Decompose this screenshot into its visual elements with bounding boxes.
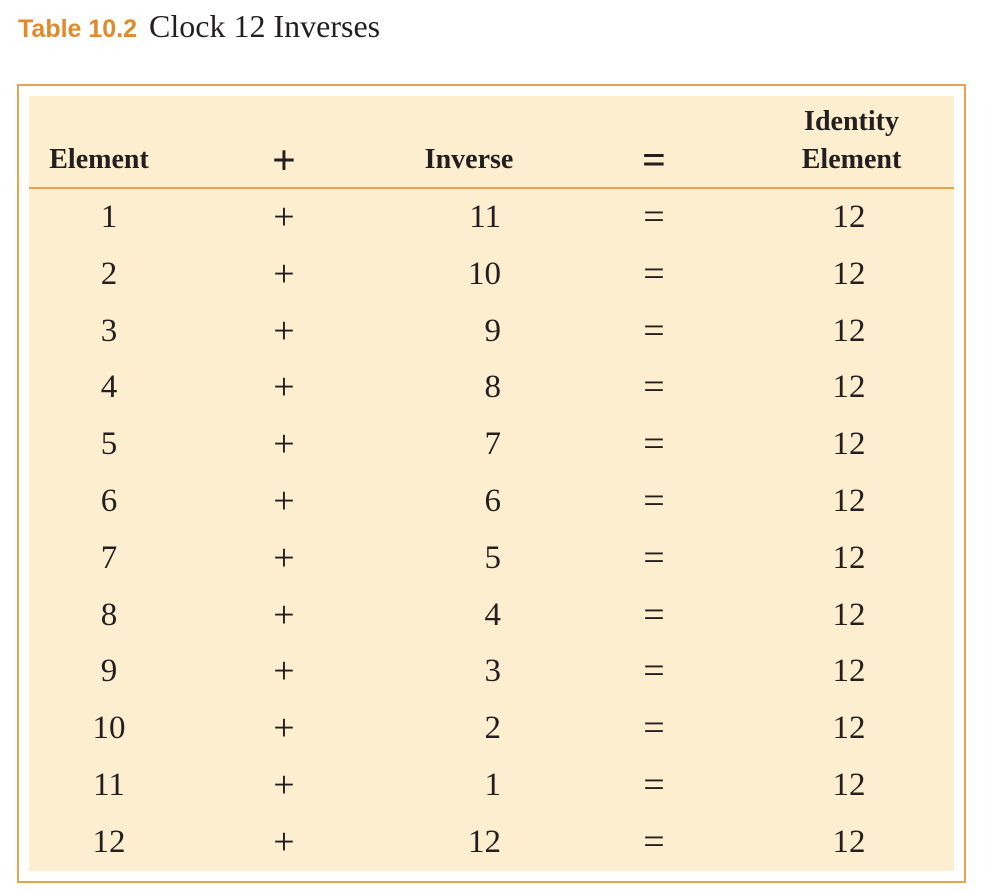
table-row xyxy=(29,589,954,646)
cell-inverse: 9 xyxy=(484,312,501,349)
cell-identity: 12 xyxy=(832,766,866,803)
cell-plus: + xyxy=(273,763,295,806)
cell-identity: 12 xyxy=(832,596,866,633)
cell-inverse: 3 xyxy=(484,653,501,690)
cell-inverse: 10 xyxy=(468,255,501,292)
cell-equals: = xyxy=(643,252,665,295)
cell-equals: = xyxy=(643,479,665,522)
cell-element: 9 xyxy=(100,653,118,690)
header-inverse: Inverse xyxy=(424,144,514,175)
cell-inverse: 7 xyxy=(484,426,501,463)
table-number: Table 10.2 xyxy=(18,15,138,43)
cell-identity: 12 xyxy=(832,369,866,406)
cell-identity: 12 xyxy=(832,653,866,690)
cell-identity: 12 xyxy=(832,823,866,860)
cell-element: 2 xyxy=(100,255,118,292)
cell-plus: + xyxy=(273,707,295,750)
table-row xyxy=(29,702,954,759)
cell-element: 1 xyxy=(100,199,118,235)
header-plus: + xyxy=(272,138,296,184)
table-row xyxy=(29,475,954,532)
cell-plus: + xyxy=(273,196,295,238)
cell-element: 5 xyxy=(100,426,118,463)
cell-inverse: 8 xyxy=(484,369,501,406)
cell-identity: 12 xyxy=(832,255,866,292)
table-row xyxy=(29,532,954,589)
cell-identity: 12 xyxy=(832,199,866,235)
table-row xyxy=(29,816,954,873)
header-equals: = xyxy=(642,138,666,184)
table-row xyxy=(29,645,954,702)
cell-equals: = xyxy=(643,196,665,238)
table-row xyxy=(29,305,954,362)
cell-equals: = xyxy=(643,536,665,579)
cell-inverse: 5 xyxy=(484,539,501,576)
cell-plus: + xyxy=(273,820,295,863)
table-header-row xyxy=(29,96,954,189)
cell-element: 8 xyxy=(100,596,118,633)
cell-identity: 12 xyxy=(832,426,866,463)
cell-identity: 12 xyxy=(832,312,866,349)
table-rows xyxy=(29,191,954,873)
cell-equals: = xyxy=(643,366,665,409)
cell-equals: = xyxy=(643,423,665,466)
cell-plus: + xyxy=(273,479,295,522)
cell-equals: = xyxy=(643,309,665,352)
table-body-background xyxy=(29,96,954,871)
cell-identity: 12 xyxy=(832,710,866,747)
cell-plus: + xyxy=(273,593,295,636)
cell-plus: + xyxy=(273,252,295,295)
cell-element: 6 xyxy=(100,482,118,519)
cell-plus: + xyxy=(273,536,295,579)
cell-plus: + xyxy=(273,309,295,352)
cell-inverse: 1 xyxy=(484,766,501,803)
cell-element: 7 xyxy=(100,539,118,576)
table-row xyxy=(29,191,954,248)
cell-equals: = xyxy=(643,820,665,863)
cell-inverse: 11 xyxy=(469,199,501,235)
cell-plus: + xyxy=(273,366,295,409)
header-element: Element xyxy=(49,144,149,175)
cell-identity: 12 xyxy=(832,482,866,519)
table-caption xyxy=(18,8,380,52)
cell-element: 12 xyxy=(92,823,126,860)
cell-equals: = xyxy=(643,593,665,636)
cell-inverse: 2 xyxy=(484,710,501,747)
header-identity-line1: Identity xyxy=(804,106,899,137)
table-row xyxy=(29,418,954,475)
cell-inverse: 12 xyxy=(468,823,501,860)
table-row xyxy=(29,361,954,418)
table-row xyxy=(29,759,954,816)
table-row xyxy=(29,248,954,305)
cell-element: 10 xyxy=(92,710,126,747)
table-title: Clock 12 Inverses xyxy=(149,8,381,44)
cell-plus: + xyxy=(273,423,295,466)
cell-identity: 12 xyxy=(832,539,866,576)
cell-inverse: 4 xyxy=(484,596,501,633)
cell-equals: = xyxy=(643,763,665,806)
inverses-table xyxy=(17,84,966,883)
cell-element: 11 xyxy=(93,766,125,803)
cell-equals: = xyxy=(643,650,665,693)
cell-inverse: 6 xyxy=(484,482,501,519)
cell-equals: = xyxy=(643,707,665,750)
cell-element: 3 xyxy=(100,312,118,349)
cell-plus: + xyxy=(273,650,295,693)
header-identity-element xyxy=(754,103,949,179)
cell-element: 4 xyxy=(100,369,118,406)
header-identity-line2: Element xyxy=(801,144,902,175)
